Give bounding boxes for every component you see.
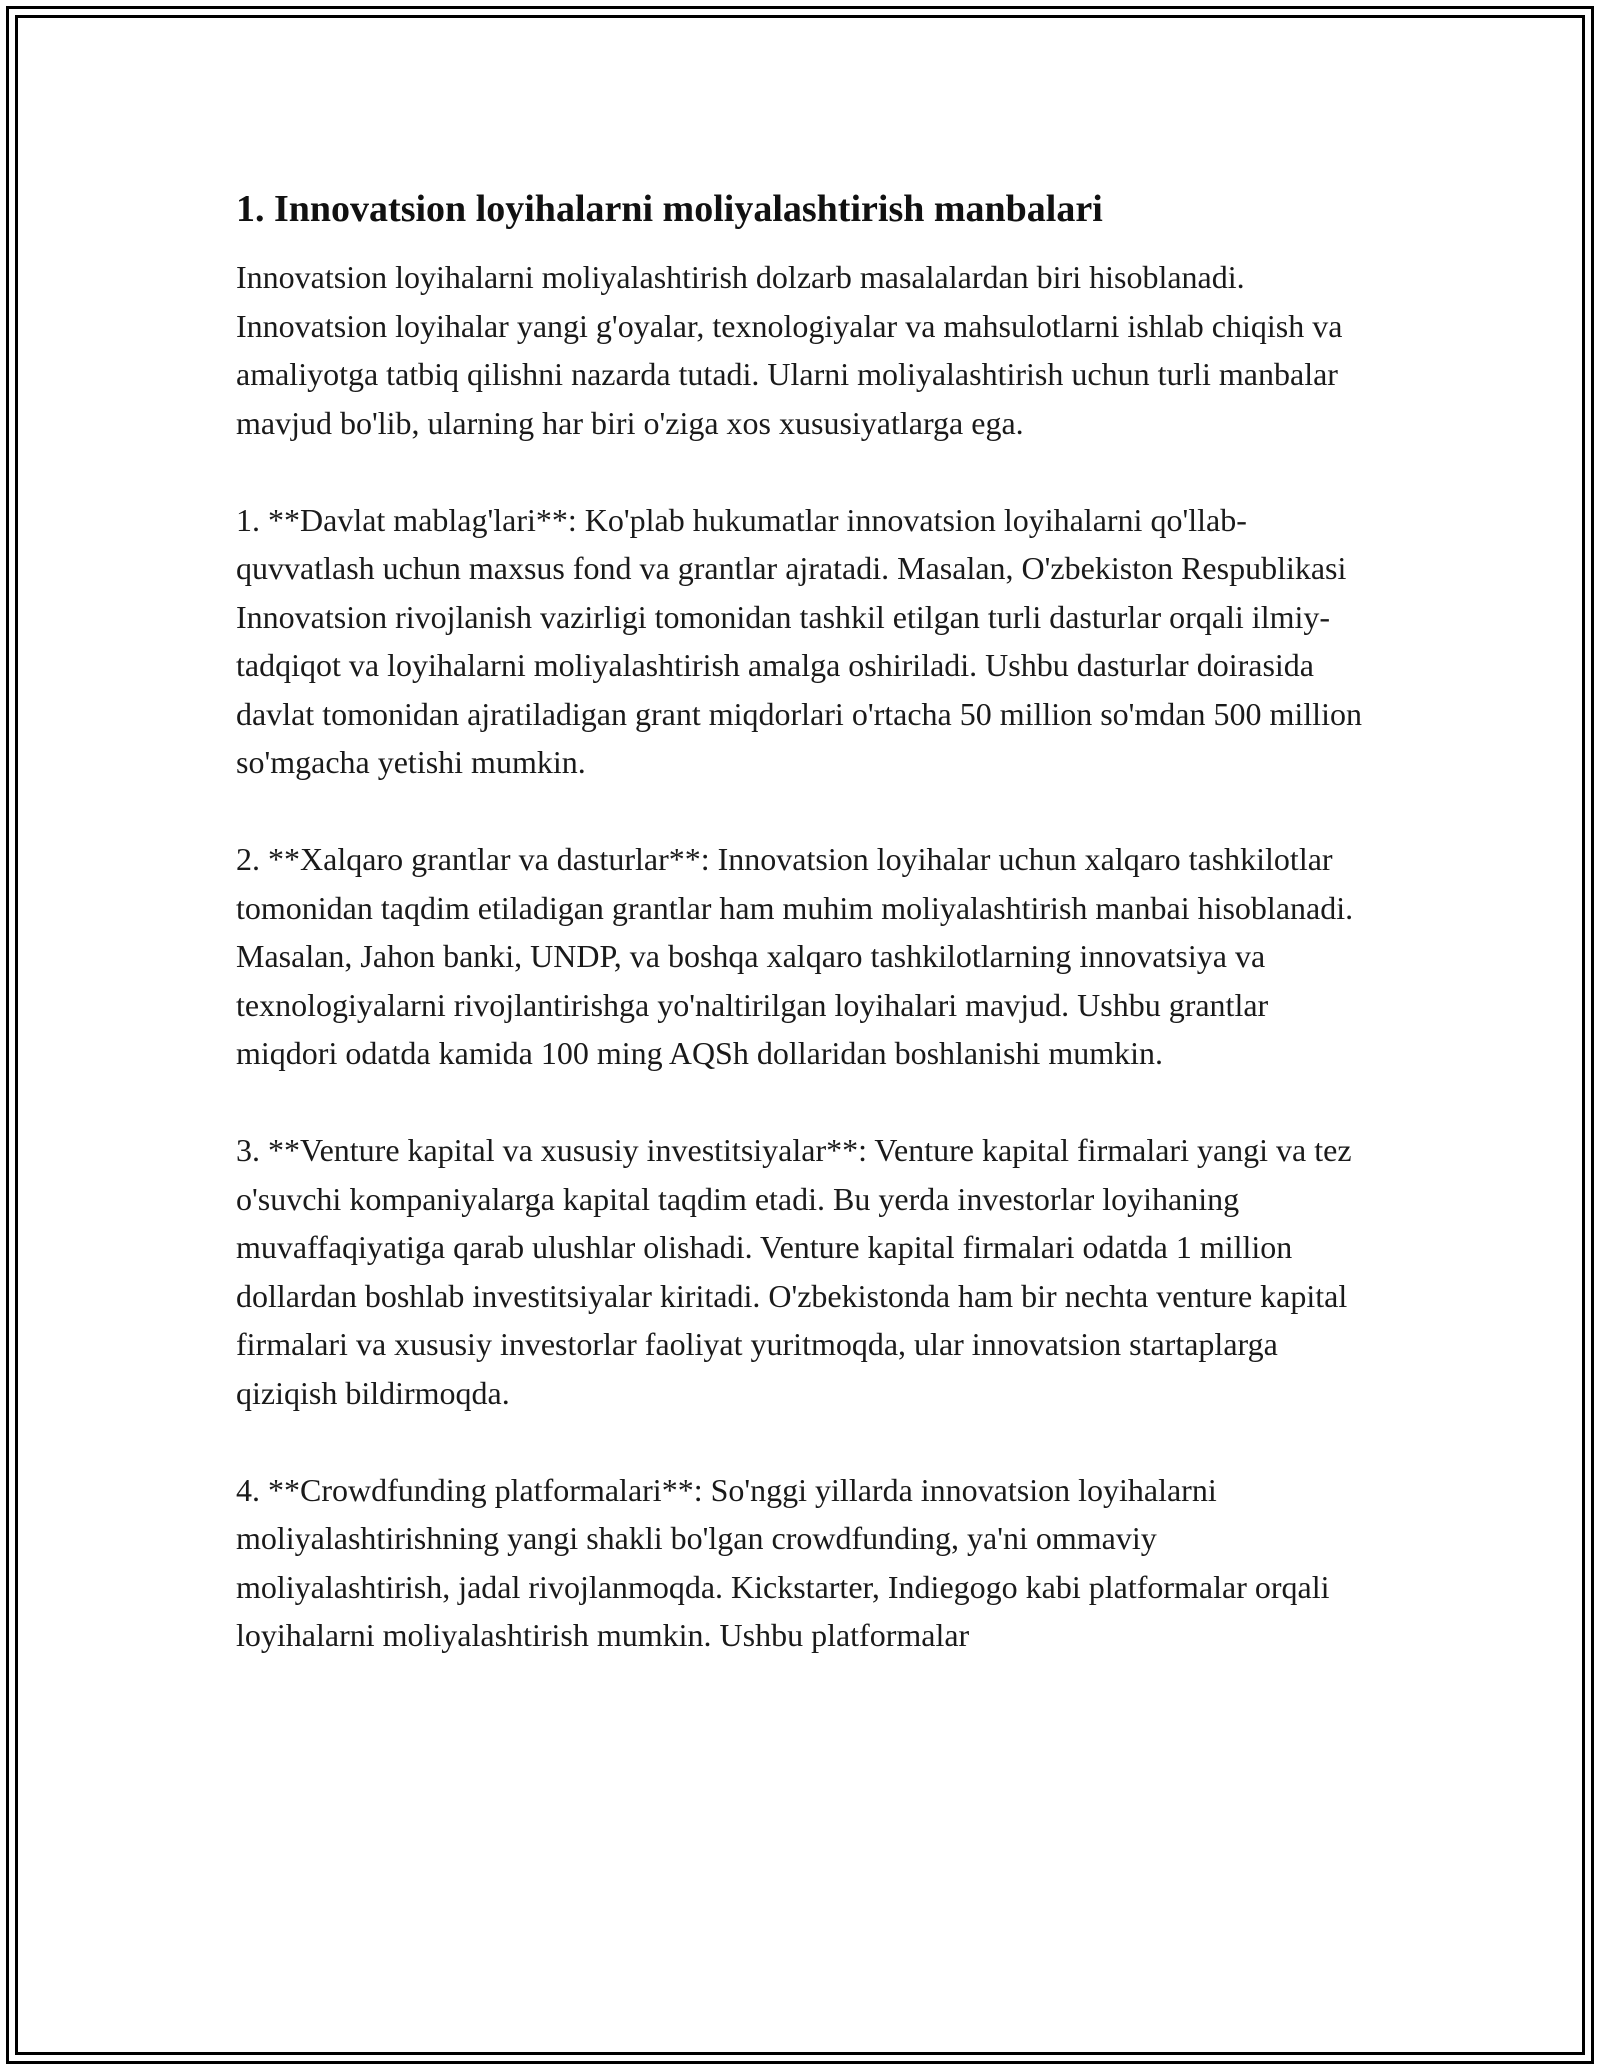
paragraph-davlat-mablaglari: 1. **Davlat mablag'lari**: Ko'plab hukumatlar innovatsion loyihalarni qo'llab-quvvatlash uchun maxsus fond va grantlar ajratadi. Masalan, O'zbekiston Respublikasi Innovatsion rivojlanish vazirligi tomonidan tashkil etilgan turli dasturlar orqali ilmiy-tadqiqot va loyihalarni moliyalashtirish amalga oshiriladi. Ushbu dasturlar doirasida davlat tomonidan ajratiladigan grant miqdorlari o'rtacha 50 million so'mdan 500 million so'mgacha yetishi mumkin. [236,501,1362,780]
paragraph-venture-kapital: 3. **Venture kapital va xususiy investitsiyalar**: Venture kapital firmalari yangi va tez o'suvchi kompaniyalarga kapital taqdim etadi. Bu yerda investorlar loyihaning muvaffaqiyatiga qarab ulushlar olishadi. Venture kapital firmalari odatda 1 million dollardan boshlab investitsiyalar kiritadi. O'zbekistonda ham bir nechta venture kapital firmalari va xususiy investorlar faoliyat yuritmoqda, ular innovatsion startaplarga qiziqish bildirmoqda. [236,1132,1352,1411]
intro-paragraph: Innovatsion loyihalarni moliyalashtirish dolzarb masalalardan biri hisoblanadi. Innovatsion loyihalar yangi g'oyalar, texnologiyalar va mahsulotlarni ishlab chiqish va amaliyotga tatbiq qilishni nazarda tutadi. Ularni moliyalashtirish uchun turli manbalar mavjud bo'lib, ularning har biri o'ziga xos xususiyatlarga ega. [236,259,1343,441]
section-heading: 1. Innovatsion loyihalarni moliyalashtirish manbalari [236,188,1103,230]
paragraph-xalqaro-grantlar: 2. **Xalqaro grantlar va dasturlar**: Innovatsion loyihalar uchun xalqaro tashkilotlar tomonidan taqdim etiladigan grantlar ham muhim moliyalashtirish manbai hisoblanadi. Masalan, Jahon banki, UNDP, va boshqa xalqaro tashkilotlarning innovatsiya va texnologiyalarni rivojlantirishga yo'naltirilgan loyihalari mavjud. Ushbu grantlar miqdori odatda kamida 100 ming AQSh dollaridan boshlanishi mumkin. [236,841,1354,1071]
paragraph-crowdfunding: 4. **Crowdfunding platformalari**: So'nggi yillarda innovatsion loyihalarni moliyalashtirishning yangi shakli bo'lgan crowdfunding, ya'ni ommaviy moliyalashtirish, jadal rivojlanmoqda. Kickstarter, Indiegogo kabi platformalar orqali loyihalarni moliyalashtirish mumkin. Ushbu platformalar [236,1471,1330,1653]
document-body [236,185,1376,1708]
